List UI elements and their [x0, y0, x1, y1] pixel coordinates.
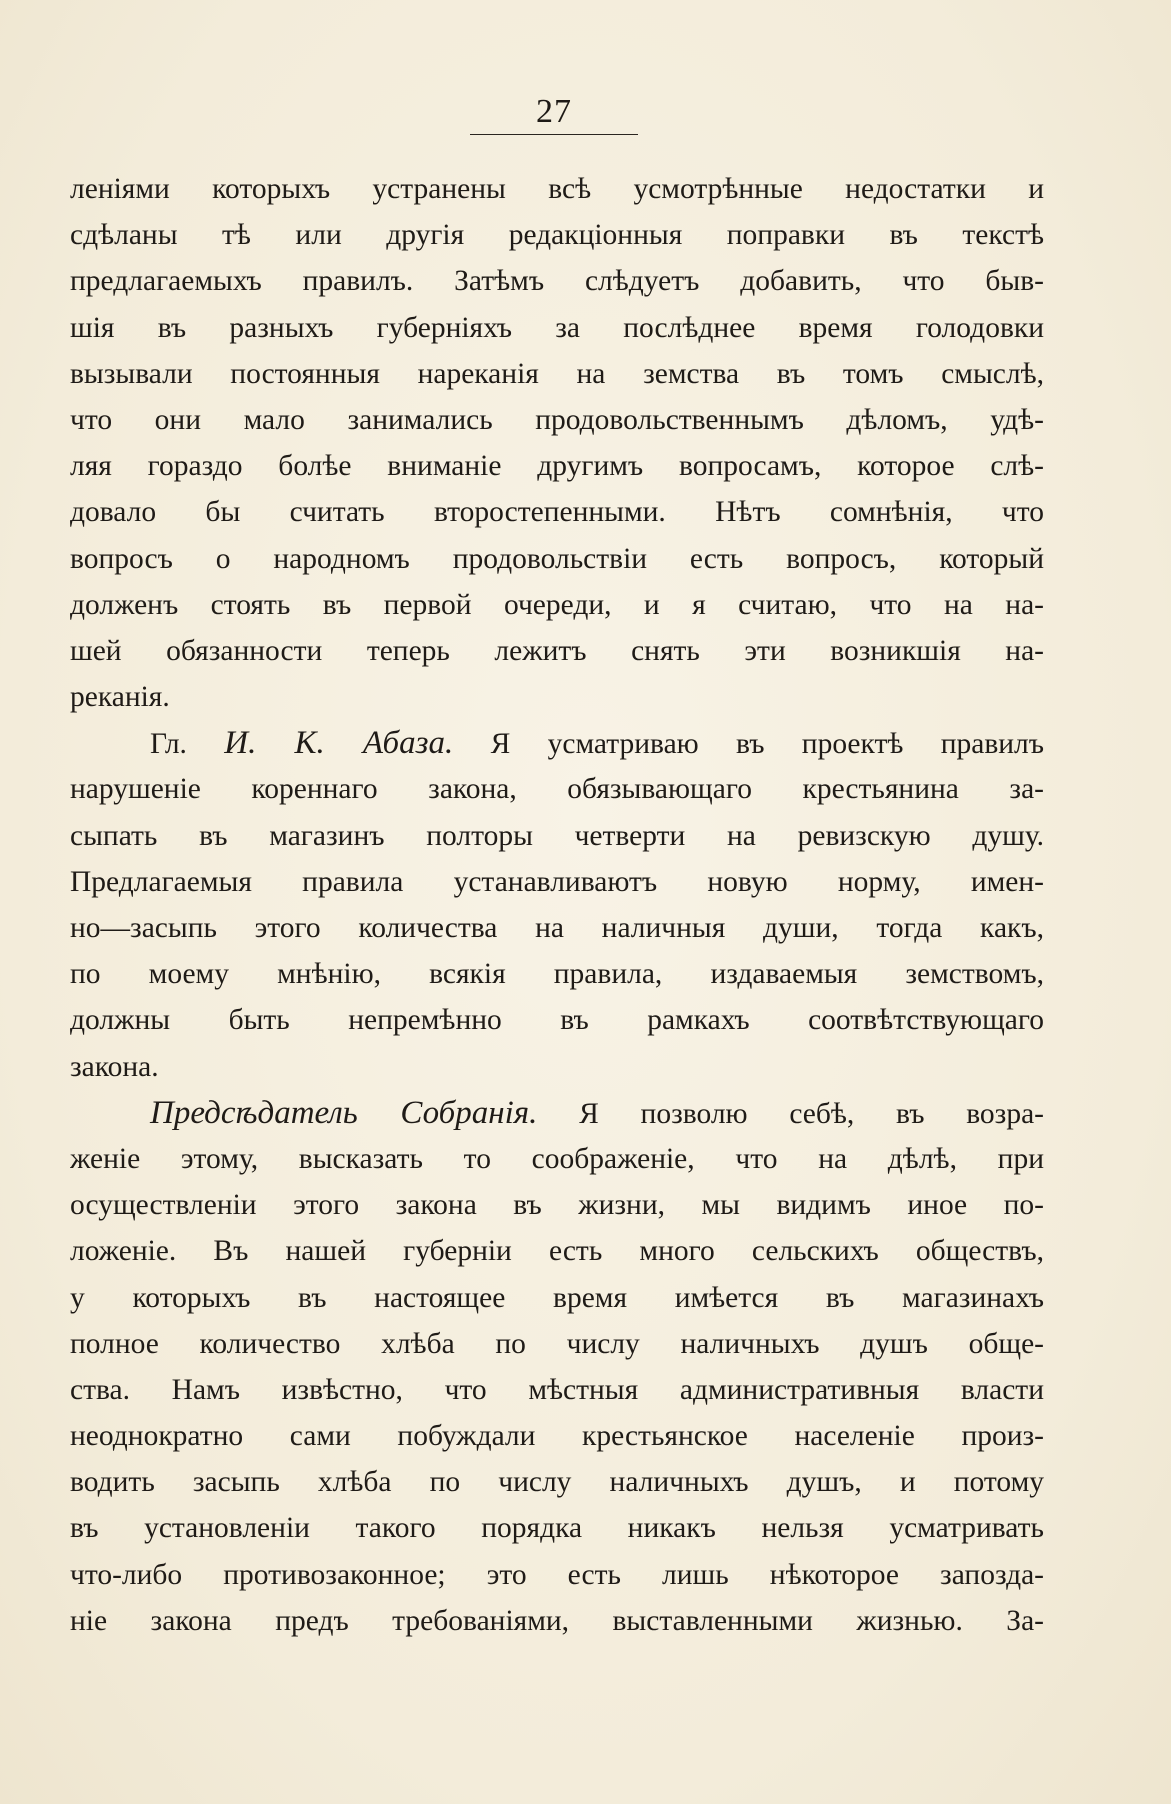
text-line: закона. [70, 1050, 159, 1083]
page-header [470, 92, 638, 135]
page-number: 27 [536, 93, 572, 130]
paragraph [70, 720, 1044, 1090]
speech-text: Я позволю себѣ, въ возра- [579, 1097, 1044, 1130]
text-line: нарушеніе кореннаго закона, обязывающаго крестьянина за- [70, 773, 1044, 806]
paragraph [70, 166, 1044, 720]
text-line: женіе этому, высказать то соображеніе, что на дѣлѣ, при [70, 1142, 1044, 1175]
text-line: но—засыпь этого количества на наличныя души, тогда какъ, [70, 912, 1044, 944]
text-line: въ установленіи такого порядка никакъ нельзя усматривать [70, 1512, 1044, 1545]
header-rule [470, 134, 638, 135]
text-line: ніе закона предъ требованіями, выставленными жизнью. За- [70, 1604, 1044, 1637]
text-line: водить засыпь хлѣба по числу наличныхъ душъ, и потому [70, 1466, 1044, 1499]
text-line: полное количество хлѣба по числу наличныхъ душъ обще- [70, 1327, 1044, 1360]
paragraph [70, 1090, 1044, 1644]
speech-first-line [70, 1090, 1044, 1136]
text-line: ложеніе. Въ нашей губерніи есть много сельскихъ обществъ, [70, 1235, 1044, 1268]
speaker-prefix: Гл. [150, 728, 187, 761]
speech-text: Я усматриваю въ проектѣ правилъ [490, 728, 1044, 761]
text-line: вызывали постоянныя нареканія на земства въ томъ смыслѣ, [70, 357, 1044, 390]
body-text [70, 166, 1044, 1644]
text-line: у которыхъ въ настоящее время имѣется въ магазинахъ [70, 1281, 1044, 1314]
text-line: что-либо противозаконное; это есть лишь нѣкоторое запозда- [70, 1558, 1044, 1591]
speaker-name: Предсѣдатель Собранія. [150, 1094, 538, 1131]
text-line: Предлагаемыя правила устанавливаютъ новую норму, имен- [70, 865, 1044, 898]
text-line: сыпать въ магазинъ полторы четверти на ревизскую душу. [70, 819, 1044, 852]
text-line: неоднократно сами побуждали крестьянское населеніе произ- [70, 1420, 1044, 1453]
text-line: должны быть непремѣнно въ рамкахъ соотвѣтствующаго [70, 1004, 1044, 1037]
text-line: реканія. [70, 681, 170, 714]
text-line: шія въ разныхъ губерніяхъ за послѣднее время голодовки [70, 311, 1044, 344]
text-line: предлагаемыхъ правилъ. Затѣмъ слѣдуетъ добавить, что быв- [70, 265, 1044, 298]
text-line: долженъ стоять въ первой очереди, и я считаю, что на на- [70, 588, 1044, 621]
speaker-name: И. К. Абаза. [224, 725, 454, 762]
text-line: шей обязанности теперь лежитъ снять эти возникшія на- [70, 634, 1044, 667]
text-line: довало бы считать второстепенными. Нѣтъ сомнѣнія, что [70, 496, 1044, 529]
speech-first-line [70, 720, 1044, 766]
text-line: ляя гораздо болѣе вниманіе другимъ вопросамъ, которое слѣ- [70, 450, 1044, 483]
text-line: осуществленіи этого закона въ жизни, мы видимъ иное по- [70, 1189, 1044, 1222]
text-line: вопросъ о народномъ продовольствіи есть вопросъ, который [70, 542, 1044, 575]
text-line: по моему мнѣнію, всякія правила, издаваемыя земствомъ, [70, 958, 1044, 991]
text-line: что они мало занимались продовольственнымъ дѣломъ, удѣ- [70, 403, 1044, 436]
text-line: сдѣланы тѣ или другія редакціонныя поправки въ текстѣ [70, 219, 1044, 252]
text-line: леніями которыхъ устранены всѣ усмотрѣнные недостатки и [70, 173, 1044, 205]
text-line: ства. Намъ извѣстно, что мѣстныя административныя власти [70, 1373, 1044, 1406]
